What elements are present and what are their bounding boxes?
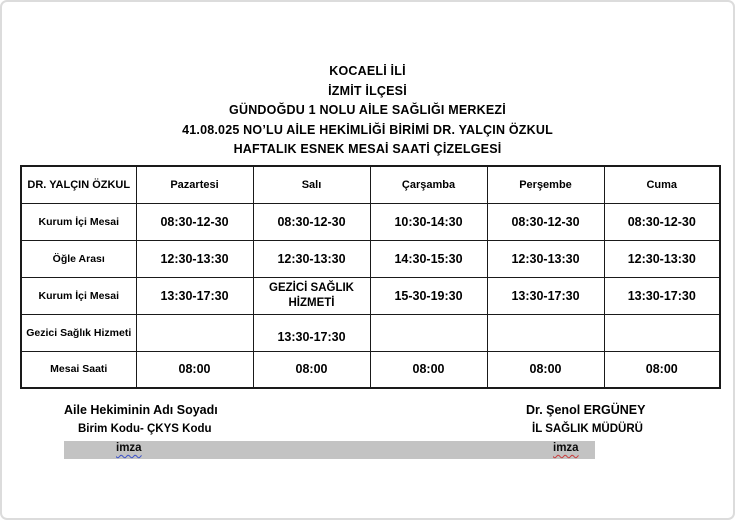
- director-title: İL SAĞLIK MÜDÜRÜ: [532, 423, 643, 435]
- schedule-cell: 13:30-17:30: [604, 277, 720, 314]
- schedule-cell: 12:30-13:30: [253, 240, 370, 277]
- schedule-cell: 08:00: [604, 351, 720, 388]
- table-header-row: [21, 166, 720, 203]
- title-block: [2, 62, 733, 160]
- row-label: Öğle Arası: [21, 240, 136, 277]
- schedule-cell: 12:30-13:30: [136, 240, 253, 277]
- signature-placeholder-right: imza: [553, 442, 579, 454]
- row-label: Kurum İçi Mesai: [21, 203, 136, 240]
- physician-name-label: Aile Hekiminin Adı Soyadı: [64, 403, 218, 417]
- row-label: Mesai Saati: [21, 351, 136, 388]
- schedule-cell: 08:30-12-30: [253, 203, 370, 240]
- header-doctor-name: DR. YALÇIN ÖZKUL: [21, 166, 136, 203]
- schedule-cell: [604, 314, 720, 351]
- schedule-cell: 12:30-13:30: [487, 240, 604, 277]
- title-line-unit: 41.08.025 NO’LU AİLE HEKİMLİĞİ BİRİMİ DR. YALÇIN ÖZKUL: [182, 122, 553, 137]
- schedule-cell: 08:00: [487, 351, 604, 388]
- signature-placeholder-left: imza: [116, 442, 142, 454]
- row-label: Kurum İçi Mesai: [21, 277, 136, 314]
- unit-code-label: Birim Kodu- ÇKYS Kodu: [78, 423, 212, 435]
- title-line-province: KOCAELİ İLİ: [329, 64, 406, 78]
- schedule-cell: 08:30-12-30: [604, 203, 720, 240]
- schedule-cell: 15-30-19:30: [370, 277, 487, 314]
- title-line-center: GÜNDOĞDU 1 NOLU AİLE SAĞLIĞI MERKEZİ: [229, 103, 506, 117]
- title-line-district: İZMİT İLÇESİ: [328, 83, 407, 98]
- table-row: [21, 314, 720, 351]
- schedule-cell: [370, 314, 487, 351]
- schedule-cell-mobile-health: GEZİCİ SAĞLIK HİZMETİ: [253, 277, 370, 314]
- schedule-cell: 14:30-15:30: [370, 240, 487, 277]
- schedule-cell: 10:30-14:30: [370, 203, 487, 240]
- schedule-cell: 08:00: [253, 351, 370, 388]
- schedule-cell: 13:30-17:30: [487, 277, 604, 314]
- schedule-cell: 13:30-17:30: [253, 314, 370, 351]
- schedule-cell: [487, 314, 604, 351]
- header-day-monday: Pazartesi: [136, 166, 253, 203]
- header-day-wednesday: Çarşamba: [370, 166, 487, 203]
- table-row: [21, 203, 720, 240]
- schedule-cell: 13:30-17:30: [136, 277, 253, 314]
- weekly-schedule-table: [20, 165, 721, 389]
- schedule-cell: 08:30-12-30: [136, 203, 253, 240]
- row-label: Gezici Sağlık Hizmeti: [21, 314, 136, 351]
- schedule-cell: [136, 314, 253, 351]
- table-row: [21, 240, 720, 277]
- table-row: [21, 277, 720, 314]
- header-day-tuesday: Salı: [253, 166, 370, 203]
- signature-bar: [64, 441, 595, 459]
- schedule-cell: 12:30-13:30: [604, 240, 720, 277]
- schedule-cell: 08:00: [370, 351, 487, 388]
- director-name: Dr. Şenol ERGÜNEY: [526, 403, 646, 417]
- title-line-schedule: HAFTALIK ESNEK MESAİ SAATİ ÇİZELGESİ: [233, 142, 502, 156]
- header-day-thursday: Perşembe: [487, 166, 604, 203]
- schedule-cell: 08:30-12-30: [487, 203, 604, 240]
- table-row: [21, 351, 720, 388]
- schedule-cell: 08:00: [136, 351, 253, 388]
- header-day-friday: Cuma: [604, 166, 720, 203]
